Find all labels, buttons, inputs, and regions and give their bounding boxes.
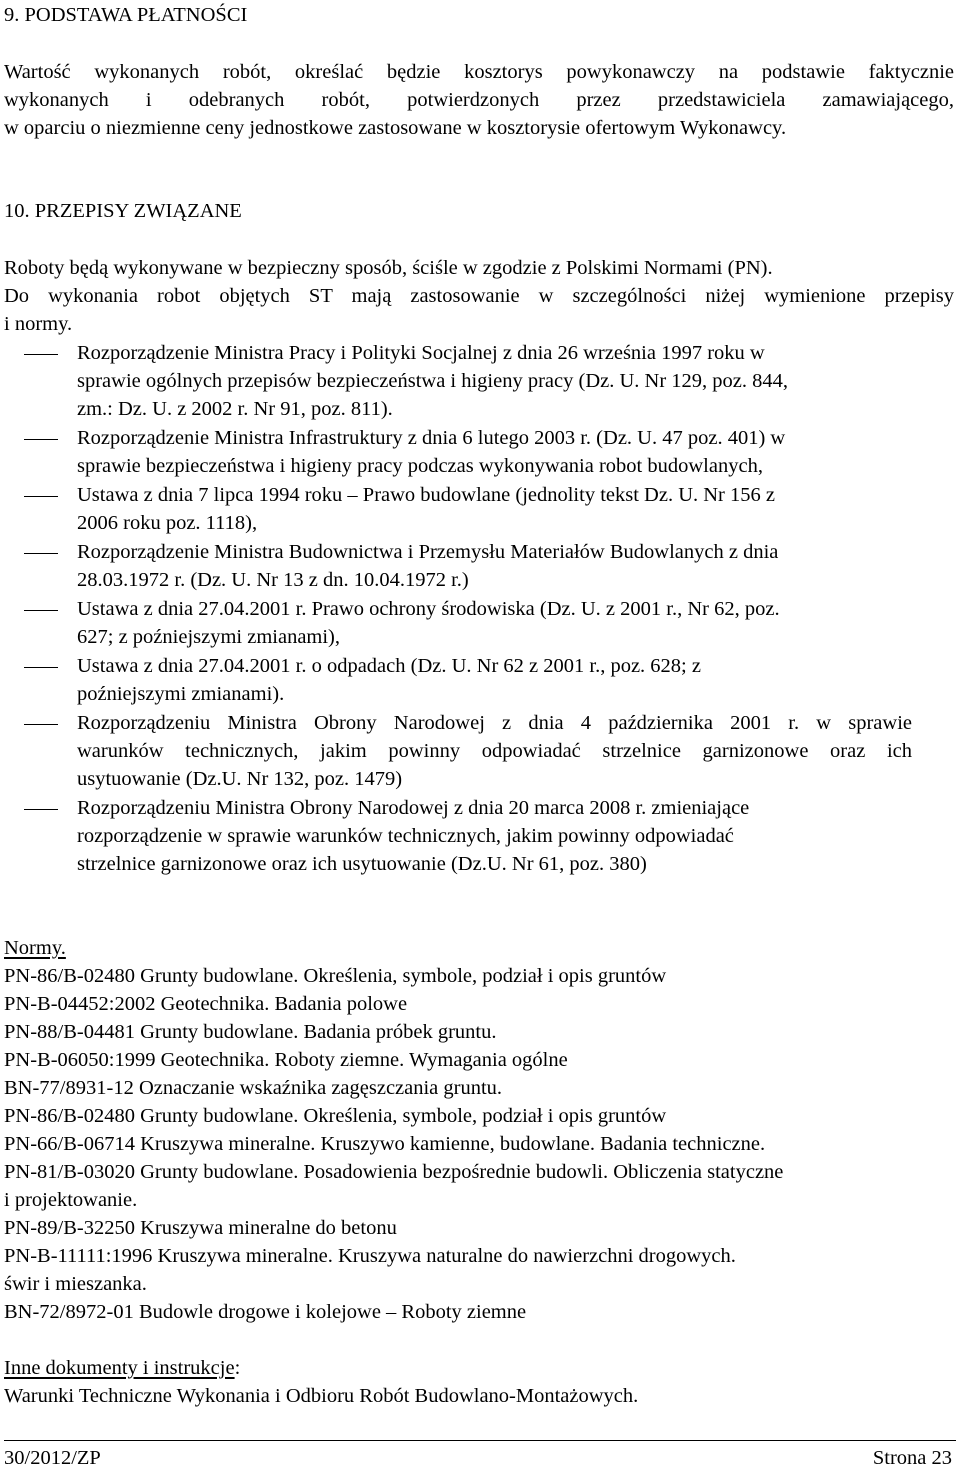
regulation-line: Rozporządzenie Ministra Pracy i Polityki Socjalnej z dnia 26 września 1997 roku w xyxy=(77,342,765,364)
list-bullet-dash xyxy=(24,439,58,440)
other-docs-heading-text: Inne dokumenty i instrukcje xyxy=(4,1357,235,1379)
regulation-line: Ustawa z dnia 27.04.2001 r. o odpadach (Dz. U. Nr 62 z 2001 r., poz. 628; z xyxy=(77,655,701,677)
section-9-line: w oparciu o niezmienne ceny jednostkowe zastosowane w kosztorysie ofertowym Wykonawcy. xyxy=(4,117,787,139)
regulation-line: Ustawa z dnia 7 lipca 1994 roku – Prawo budowlane (jednolity tekst Dz. U. Nr 156 z xyxy=(77,484,775,506)
regulation-line: sprawie ogólnych przepisów bezpieczeństwa i higieny pracy (Dz. U. Nr 129, poz. 844, xyxy=(77,370,789,392)
list-bullet-dash xyxy=(24,496,58,497)
regulation-line: Rozporządzenie Ministra Infrastruktury z dnia 6 lutego 2003 r. (Dz. U. 47 poz. 401) w xyxy=(77,427,786,449)
norm-entry: PN-B-06050:1999 Geotechnika. Roboty ziemne. Wymagania ogólne xyxy=(4,1049,568,1071)
regulation-line: rozporządzenie w sprawie warunków technicznych, jakim powinny odpowiadać xyxy=(77,825,734,847)
regulation-line: 28.03.1972 r. (Dz. U. Nr 13 z dn. 10.04.1972 r.) xyxy=(77,569,469,591)
list-bullet-dash xyxy=(24,809,58,810)
norm-entry: i projektowanie. xyxy=(4,1189,138,1211)
list-bullet-dash xyxy=(24,610,58,611)
norm-entry: PN-B-11111:1996 Kruszywa mineralne. Kruszywa naturalne do nawierzchni drogowych. xyxy=(4,1245,736,1267)
norm-entry: PN-B-04452:2002 Geotechnika. Badania polowe xyxy=(4,993,408,1015)
list-bullet-dash xyxy=(24,724,58,725)
list-bullet-dash xyxy=(24,354,58,355)
norm-entry: PN-88/B-04481 Grunty budowlane. Badania próbek gruntu. xyxy=(4,1021,497,1043)
section-10-intro-line: Do wykonania robot objętych ST mają zastosowanie w szczególności niżej wymienione przepisy xyxy=(4,285,954,307)
norm-entry: PN-89/B-32250 Kruszywa mineralne do betonu xyxy=(4,1217,397,1239)
regulation-line: strzelnice garnizonowe oraz ich usytuowanie (Dz.U. Nr 61, poz. 380) xyxy=(77,853,647,875)
regulation-line: Rozporządzeniu Ministra Obrony Narodowej z dnia 4 października 2001 r. w sprawie xyxy=(77,712,912,734)
other-docs-heading xyxy=(4,1358,240,1379)
norm-entry: PN-66/B-06714 Kruszywa mineralne. Kruszywo kamienne, budowlane. Badania techniczne. xyxy=(4,1133,766,1155)
norm-entry: PN-86/B-02480 Grunty budowlane. Określenia, symbole, podział i opis gruntów xyxy=(4,1105,667,1127)
section-10-intro-line: i normy. xyxy=(4,313,73,335)
regulation-line: 2006 roku poz. 1118), xyxy=(77,512,258,534)
other-docs-line: Warunki Techniczne Wykonania i Odbioru Robót Budowlano-Montażowych. xyxy=(4,1385,639,1407)
regulation-line: Ustawa z dnia 27.04.2001 r. Prawo ochrony środowiska (Dz. U. z 2001 r., Nr 62, poz. xyxy=(77,598,780,620)
norm-entry: BN-77/8931-12 Oznaczanie wskaźnika zagęszczania gruntu. xyxy=(4,1077,503,1099)
section-10-intro-line: Roboty będą wykonywane w bezpieczny sposób, ściśle w zgodzie z Polskimi Normami (PN). xyxy=(4,257,773,279)
norm-entry: PN-81/B-03020 Grunty budowlane. Posadowienia bezpośrednie budowli. Obliczenia statyczne xyxy=(4,1161,784,1183)
footer-doc-number: 30/2012/ZP xyxy=(4,1447,101,1469)
footer-divider xyxy=(4,1440,956,1441)
section-9-heading: 9. PODSTAWA PŁATNOŚCI xyxy=(4,4,248,26)
norm-entry: BN-72/8972-01 Budowle drogowe i kolejowe – Roboty ziemne xyxy=(4,1301,527,1323)
regulation-line: zm.: Dz. U. z 2002 r. Nr 91, poz. 811). xyxy=(77,398,393,420)
regulation-line: 627; z poźniejszymi zmianami), xyxy=(77,626,341,648)
norm-entry: PN-86/B-02480 Grunty budowlane. Określenia, symbole, podział i opis gruntów xyxy=(4,965,667,987)
regulation-line: Rozporządzenie Ministra Budownictwa i Przemysłu Materiałów Budowlanych z dnia xyxy=(77,541,779,563)
regulation-line: warunków technicznych, jakim powinny odpowiadać strzelnice garnizonowe oraz ich xyxy=(77,740,912,762)
list-bullet-dash xyxy=(24,667,58,668)
norm-entry: świr i mieszanka. xyxy=(4,1273,147,1295)
section-10-heading: 10. PRZEPISY ZWIĄZANE xyxy=(4,200,242,222)
norms-heading: Normy. xyxy=(4,937,66,959)
section-9-line: wykonanych i odebranych robót, potwierdzonych przez przedstawiciela zamawiającego, xyxy=(4,89,954,111)
regulation-line: usytuowanie (Dz.U. Nr 132, poz. 1479) xyxy=(77,768,403,790)
other-docs-heading-colon: : xyxy=(234,1357,241,1379)
regulation-line: Rozporządzeniu Ministra Obrony Narodowej z dnia 20 marca 2008 r. zmieniające xyxy=(77,797,750,819)
regulation-line: sprawie bezpieczeństwa i higieny pracy podczas wykonywania robot budowlanych, xyxy=(77,455,763,477)
regulation-line: poźniejszymi zmianami). xyxy=(77,683,285,705)
section-9-line: Wartość wykonanych robót, określać będzie kosztorys powykonawczy na podstawie faktycznie xyxy=(4,61,954,83)
list-bullet-dash xyxy=(24,553,58,554)
footer-page-number: Strona 23 xyxy=(872,1447,952,1469)
